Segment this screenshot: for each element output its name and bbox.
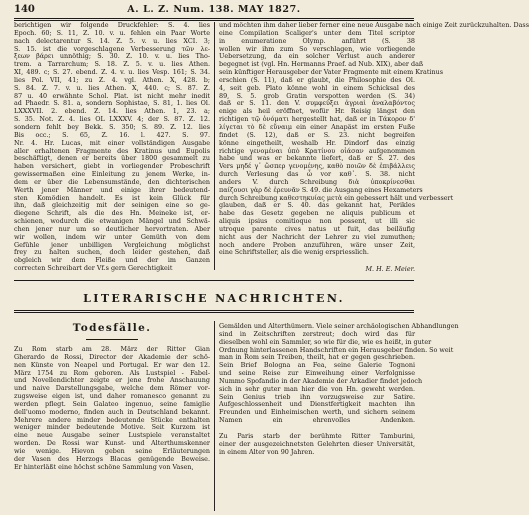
text-line: nicht aus der Nachricht der Lehrer zu viel zumuthen; bbox=[219, 232, 415, 241]
text-line: sten Komödien handelt. Es ist kein Glück für bbox=[14, 193, 210, 202]
text-line: dieselben wohl ein Sammler, so wie für die, wie es heißt, in guter bbox=[219, 337, 432, 346]
text-line: Vers μηδέ γ᾽ ὥσπερ γενομένης, καθὸ ποιῶν δὲ ἐπιβάλλεις bbox=[219, 162, 415, 171]
text-line: frey zu halten suchen, doch leider gestehen, daß bbox=[14, 248, 210, 257]
author-signature: M. H. E. Meier. bbox=[365, 265, 415, 273]
text-line: in enumeratione Olymp. anführt (S. 38 bbox=[219, 36, 415, 45]
text-line: sondern fehlt bey Bekk. S. 350; S. 89. Z. 12. lies bbox=[14, 122, 210, 131]
text-line: durch Schreibung καθεστηκυίας μετὰ ein gebessert hält und verbessert bbox=[219, 193, 454, 202]
text-line: Bis occ.; S. 65, Z. 16. l. 427. S. 97. bbox=[14, 130, 210, 139]
text-line: chen jener nur um so deutlicher hervortraten. Aber bbox=[14, 224, 210, 233]
text-line: Uebersetzung, da ein solcher Verlust auch anderer bbox=[219, 52, 415, 61]
bottom-right-column bbox=[219, 322, 459, 456]
text-line: nen Künste von Neapel und Portugal. Er war den 12. bbox=[14, 360, 210, 369]
text-line: Nummo Spofandio in der Akademie der Arkadier findet jedoch bbox=[219, 376, 423, 385]
text-line: ihn, daß gleichzeitig mit der seinigen eine so ge- bbox=[14, 201, 210, 210]
section-rule-thin bbox=[14, 312, 414, 313]
text-line: Zu Rom starb am 28. März der Ritter Gian bbox=[14, 345, 210, 353]
text-line: berichtigen wir folgende Druckfehler: S. 4. lies bbox=[14, 21, 210, 29]
text-line: sind in Zeitschriften zerstreut; doch wird das für bbox=[219, 329, 415, 338]
journal-title: A. L. Z. Num. 138. MAY 1827. bbox=[127, 4, 301, 15]
text-line: utroque parente cives natus ut fuit, das beiläufig bbox=[219, 224, 415, 233]
text-line: trem. a Tarrarchum; S. 18. Z. 5. v. u. lies Athen. bbox=[14, 60, 210, 69]
text-line: παίζουσι γὰρ δὲ ἐρευνᾶν S. 49. die Ausgang eines Hexameters bbox=[219, 185, 423, 194]
text-line: Werth jener Männer und einige ihrer bedeutend- bbox=[14, 185, 210, 194]
text-line: richtige γενομέναι ὑπὸ Κρατίνου οἰάσαν aufgenommen bbox=[219, 146, 415, 155]
text-line: Sein Genius trieb ihn vorzugsweise zur Satire. bbox=[219, 392, 415, 401]
text-line: habe das Gesetz gegeben ne aliquis publicum et bbox=[219, 209, 415, 218]
text-line: eine Compilation Scaliger's unter dem Titel scriptor bbox=[219, 28, 415, 37]
text-line: ξεων βάρει unnöthig; S. 30. Z. 10. v. u. lies Tho- bbox=[14, 52, 210, 61]
header-rule bbox=[14, 18, 414, 19]
text-line: dell'uomo moderno, finden auch in Deutschland bekannt. bbox=[14, 407, 210, 416]
text-line: Aufgeschlossenheit und Dienstfertigkeit machten ihn bbox=[219, 400, 415, 409]
text-line: anders V. durch Schreibung διὰ ὑποκρίνεσθαι bbox=[219, 177, 415, 186]
text-line: und naive Darstellungsgabe, welche dem Römer vor- bbox=[14, 384, 210, 393]
text-line: glauben, daß er S. 40. das gekannt hat, Perikles bbox=[219, 201, 415, 210]
text-line: schienen, wodurch die etwanigen Mängel und Schwä- bbox=[14, 217, 210, 226]
text-line: in einem Alter von 90 Jahren. bbox=[219, 447, 315, 456]
text-line: S. 15. ist die vorgeschlagene Verbesserung τῶν λε- bbox=[14, 44, 210, 53]
bottom-left-column bbox=[14, 346, 210, 472]
text-line: der Vasen des Herzogs Blacas genügende Beweise. bbox=[14, 454, 210, 463]
section-rule bbox=[14, 280, 414, 281]
text-line: und Novellendichter zeigte er jene frohe Anschauung bbox=[14, 376, 210, 385]
text-line: Ordnung hinterlassenen Handschriften ein Herausgeber finden. So weit bbox=[219, 345, 454, 354]
text-line: 4, seit geb. Plato könne wohl in einem Schicksal des bbox=[219, 83, 415, 92]
text-line: Er hinterläßt eine höchst schöne Sammlung von Vasen, bbox=[14, 462, 194, 471]
text-line: S. 35. Not. Z. 4. lies OL LXXXV. 4; der S. 87. Z. 12. bbox=[14, 115, 210, 124]
text-line: haben versichert, giebt in vorliegender Probeschrift bbox=[14, 162, 210, 171]
text-line: könne eingetheilt, weshalb Hr. Dindorf das einzig bbox=[219, 138, 415, 147]
text-line: eine Schriftsteller, als die wenig erspriesslich. bbox=[219, 248, 369, 257]
text-line: eine neue Ausgabe seiner Lustspiele veranstaltet bbox=[14, 431, 210, 440]
text-line: ad Phaedr. S. 81. a, sondern Sophistae, S. 81, 1. lies Ol. bbox=[14, 99, 210, 108]
text-line: wie wenige. Hievon geben seine Erläuterungen bbox=[14, 446, 210, 455]
text-line: einer der ausgezeichnetsten Gelehrten dieser Universität, bbox=[219, 439, 415, 448]
text-line: Gherardo de Rossi, Director der Akademie der schö- bbox=[14, 352, 210, 361]
subsection-title: Todesfälle. bbox=[72, 322, 152, 334]
page-number: 140 bbox=[14, 4, 35, 15]
column-divider bbox=[214, 22, 215, 270]
text-line: diegene Schrift, als die des Hn. Meineke ist, er- bbox=[14, 209, 210, 218]
text-line: XI, 489. c; S. 27. ebend. Z. 4. v. u. lies Vesp. 161; S. 34. bbox=[14, 68, 210, 77]
column-divider-bottom bbox=[214, 321, 215, 511]
text-line: weniger minder bedeutende Motive. Seit Kurzem ist bbox=[14, 423, 210, 432]
text-line: wir wollen, indem wir unter Gemüth von dem bbox=[14, 232, 210, 241]
subsection-rule bbox=[86, 339, 138, 340]
text-line: zugsweise eigen ist, und daher romanesco genannt zu bbox=[14, 392, 210, 401]
text-line: erschien (S. 11), daß er glaubt, die Philosophie des Ol. bbox=[219, 75, 415, 84]
text-line: sich in sehr guter man hier die von Hn. geweht werden. bbox=[219, 384, 415, 393]
text-line: gewissermaßen eine Einleitung zu jenem Werke, in- bbox=[14, 170, 210, 179]
section-title: LITERARISCHE NACHRICHTEN. bbox=[83, 292, 345, 305]
text-line: lies Pol. VII, 41; zu Z. 4. vgl. Athen. X, 428. b; bbox=[14, 75, 210, 84]
text-line: man in Rom sein Treiben, theilt, hat er gegen geschrieben. bbox=[219, 353, 415, 362]
text-line: Mehrere andere minder bedeutende Stücke enthalten bbox=[14, 415, 210, 424]
text-line: und seine Reise zur Einweihung einer Verfolgnisse bbox=[219, 369, 415, 378]
top-right-column bbox=[219, 21, 529, 264]
text-line: findet (S. 12), daß er S. 23. nicht begreifen bbox=[219, 130, 415, 139]
text-line: LXXXVII. 2. ebend. Z. 14. lies Athen. 1, 23. a; bbox=[14, 107, 210, 116]
text-line: Sein Brief Bologna an Fea, seine Galerie Tognoni bbox=[219, 361, 415, 370]
text-line: Nr. 4. Hr. Lucas, mit einer vollständigen Ausgabe bbox=[14, 138, 210, 147]
text-line: habe und was er bekannte liefert, daß er S. 27. des bbox=[219, 154, 415, 163]
text-line: nach delectarentur S. 14. Z. 5. v. u. lies XCI. 3; bbox=[14, 36, 210, 45]
text-line: wollen wir ihm zum So verschlagen, wie vorliegende bbox=[219, 44, 415, 53]
text-line: daß er S. 11. den V. συμφεύξει ἀγριαὶ ἀναλαβόντος bbox=[219, 99, 415, 108]
text-line: Freunden und Einheimischen werth, und sichern seinem bbox=[219, 408, 415, 417]
text-line: 89, S. 5. grob Gratin verspotten werden (S. 34) bbox=[219, 91, 415, 100]
text-line: enige als heil eröffnet, wofür Hr. Reisig längst den bbox=[219, 107, 415, 116]
text-line: obgleich wir dem Fleiße und der im Ganzen bbox=[14, 256, 210, 265]
text-line: S. 84. Z. 7. v. u. lies Athen. X, 440. c; S. 87. Z. bbox=[14, 83, 210, 92]
text-line: Epoch. 60; S. 11, Z. 10. v. u. fehlen ein Paar Worte bbox=[14, 28, 210, 37]
text-line: sein künftiger Herausgeber der Vater Fragmente mit einem Kratinus bbox=[219, 68, 443, 77]
text-line: Zu Paris starb der berühmte Ritter Tamburini, bbox=[219, 431, 415, 440]
text-line: Namen ein ehrenvolles Andenken. bbox=[219, 416, 415, 425]
text-line: noch andere Proben anzuführen, wäre unser Zeit, bbox=[219, 240, 415, 249]
text-line: λίγεται τὸ δὲ εὔναιμ ein einer Anapäst im ersten Fuße bbox=[219, 122, 415, 131]
text-line: werden pflegt. Sein Galateo ingenuo, seine famiglie bbox=[14, 399, 210, 408]
section-rule-bottom bbox=[14, 310, 414, 311]
text-line: correcten Schreibart der Vf.s gern Gerechtigkeit bbox=[14, 264, 173, 273]
text-line: dem er über die Lebensumstände, den dichterischen bbox=[14, 177, 210, 186]
text-line: aller erhaltenen Fragmente des Kratinus und Eupolis bbox=[14, 146, 210, 155]
text-line: und möchten ihm daher lieber ferner eine neue Ausgabe nach einige Zeit zurückzuhalten. Dass bbox=[219, 21, 529, 29]
text-line: beschäftigt, denen er bereits über 1800 gesammelt zu bbox=[14, 154, 210, 163]
text-line: Gefühle jener unbilligen Vergleichung möglichst bbox=[14, 240, 210, 249]
text-line: aliquis ipsius comitioque non possent, ut illi sic bbox=[219, 217, 415, 226]
text-line: Gemälden und Alterthümern. Viele seiner archäologischen Abhandlungen bbox=[219, 322, 459, 330]
text-line: 87 u. 40 erwähnte Schol. Plat. ist nicht mehr inedit bbox=[14, 91, 210, 100]
text-line: worden. De Rossi war Kunst- und Alterthumskenner bbox=[14, 439, 210, 448]
text-line: März 1754 zu Rom geboren. Als Lustspiel - Fabel- bbox=[14, 368, 210, 377]
top-left-column bbox=[14, 21, 210, 273]
text-line: richtigen τῷ ὀνόματι hergestellt hat, daß er in Τάκορον δ' bbox=[219, 115, 415, 124]
text-line: durch Verlesung das ὧ vor καθ᾽. S. 38. nicht bbox=[219, 170, 415, 179]
text-line: begegnet ist (vgl. Hn. Hermanns Praef. ad Nub. XIX), aber daß bbox=[219, 60, 424, 69]
